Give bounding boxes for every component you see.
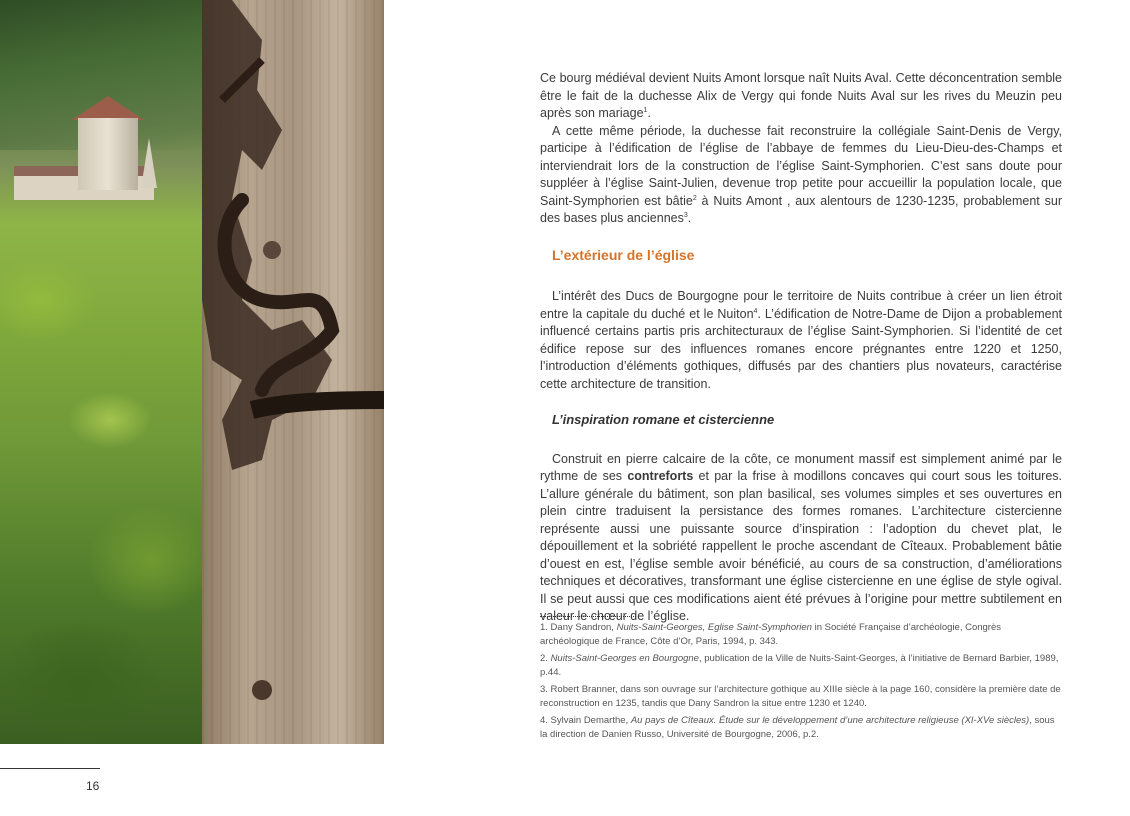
- footnote-3: 3. Robert Branner, dans son ouvrage sur l’architecture gothique au XIIIe siècle à la page 160, considère la première date de reconstruction en 1235, tandis que Dany Sandron la situe entre 1230 et 1240.: [540, 684, 1061, 709]
- paragraph-duchess: A cette même période, la duchesse fait reconstruire la collégiale Saint-Denis de Vergy, participe à l’édification de l’église de l’abbaye de femmes du Lieu-Dieu-des-Champs et interviendrait lors de la construction de l’église Saint-Symphorien. C’est sans doute pour suppléer à l’église Saint-Julien, devenue trop petite pour accueillir la population locale, que Saint-Symphorien est bâtie$^2$ à Nuits Amont , aux alentours de 1230-1235, probablement sur des bases plus anciennes$^3$.: [540, 123, 1062, 225]
- footnote-4: 4. Sylvain Demarthe, Au pays de Cîteaux. Étude sur le développement d’une architecture religieuse (XI-XVe siècles), sous la direction de Danien Russo, Université de Bourgogne, 2006, p.2.: [540, 715, 1055, 740]
- footnotes-section: [540, 606, 1062, 745]
- body-text-column: [540, 70, 1062, 626]
- footnote-ref-3: 3: [683, 211, 688, 219]
- footnote-ref-4: 4: [753, 307, 758, 315]
- vineyard-church-photo: [0, 0, 202, 744]
- footnote-separator: [540, 606, 636, 617]
- footnote-2: 2. Nuits-Saint-Georges en Bourgogne, publication de la Ville de Nuits-Saint-Georges, à l’initiative de Bernard Barbier, 1989, p.44.: [540, 653, 1059, 678]
- section-heading-exterior: L’extérieur de l’église: [552, 246, 695, 263]
- page-number-rule: [0, 768, 100, 769]
- paragraph-construction: Construit en pierre calcaire de la côte, ce monument massif est simplement animé par le rythme de ses contreforts et par la frise à modillons concaves qui court sous les toitures. L’allure générale du bâtiment, son plan basilical, ses volumes simples et ses ouvertures en plein cintre traduisent la persistance des formes romanes. L’architecture cistercienne représente aussi une puissante source d’inspiration : l’adoption du chevet plat, le dépouillement et la sobriété rappellent le proche ascendant de Cîteaux. Probablement bâtie d’ouest en est, l’église semble avoir bénéficié, au cours de sa construction, d’améliorations techniques et décoratives, transformant une église cistercienne en une église de style ogival. Il se peut aussi que ces modifications aient été prévues à l’origine pour mettre subtilement en valeur le chœur de l’église.: [540, 451, 1062, 623]
- footnote-ref-2: 2: [692, 194, 697, 202]
- paragraph-dukes: L’intérêt des Ducs de Bourgogne pour le territoire de Nuits contribue à créer un lien étroit entre la capitale du duché et le Nuiton$^4$. L’édification de Notre-Dame de Dijon a probablement influencé certains partis pris architecturaux de l’église Saint-Symphorien. Si l’identité de cet édifice repose sur des influences romanes encore prégnantes entre 1220 et 1250, l’introduction d’éléments gothiques, diffusés par des chantiers plus novateurs, caractérise cette architecture de transition.: [540, 289, 1062, 391]
- church-tower: [78, 118, 138, 190]
- subsection-heading-inspiration: L’inspiration romane et cistercienne: [552, 412, 775, 427]
- footnote-1: 1. Dany Sandron, Nuits-Saint-Georges, Eglise Saint-Symphorien in Société Française d’archéologie, Congrès archéologique de France, Côte d’Or, Paris, 1994, p. 343.: [540, 622, 1002, 647]
- church-spire: [141, 138, 157, 188]
- door-hinge-photo: [202, 0, 384, 744]
- paragraph-intro: Ce bourg médiéval devient Nuits Amont lorsque naît Nuits Aval. Cette déconcentration semble être le fait de la duchesse Alix de Vergy qui fonde Nuits Aval sur les rives du Meuzin peu après son mariage$^1$.: [540, 71, 1062, 120]
- bold-term-contreforts: contreforts: [627, 469, 694, 483]
- footnote-ref-1: 1: [643, 106, 648, 114]
- church-tower-roof: [72, 96, 144, 120]
- page-number: 16: [86, 779, 100, 793]
- iron-hinge-illustration: [202, 0, 384, 744]
